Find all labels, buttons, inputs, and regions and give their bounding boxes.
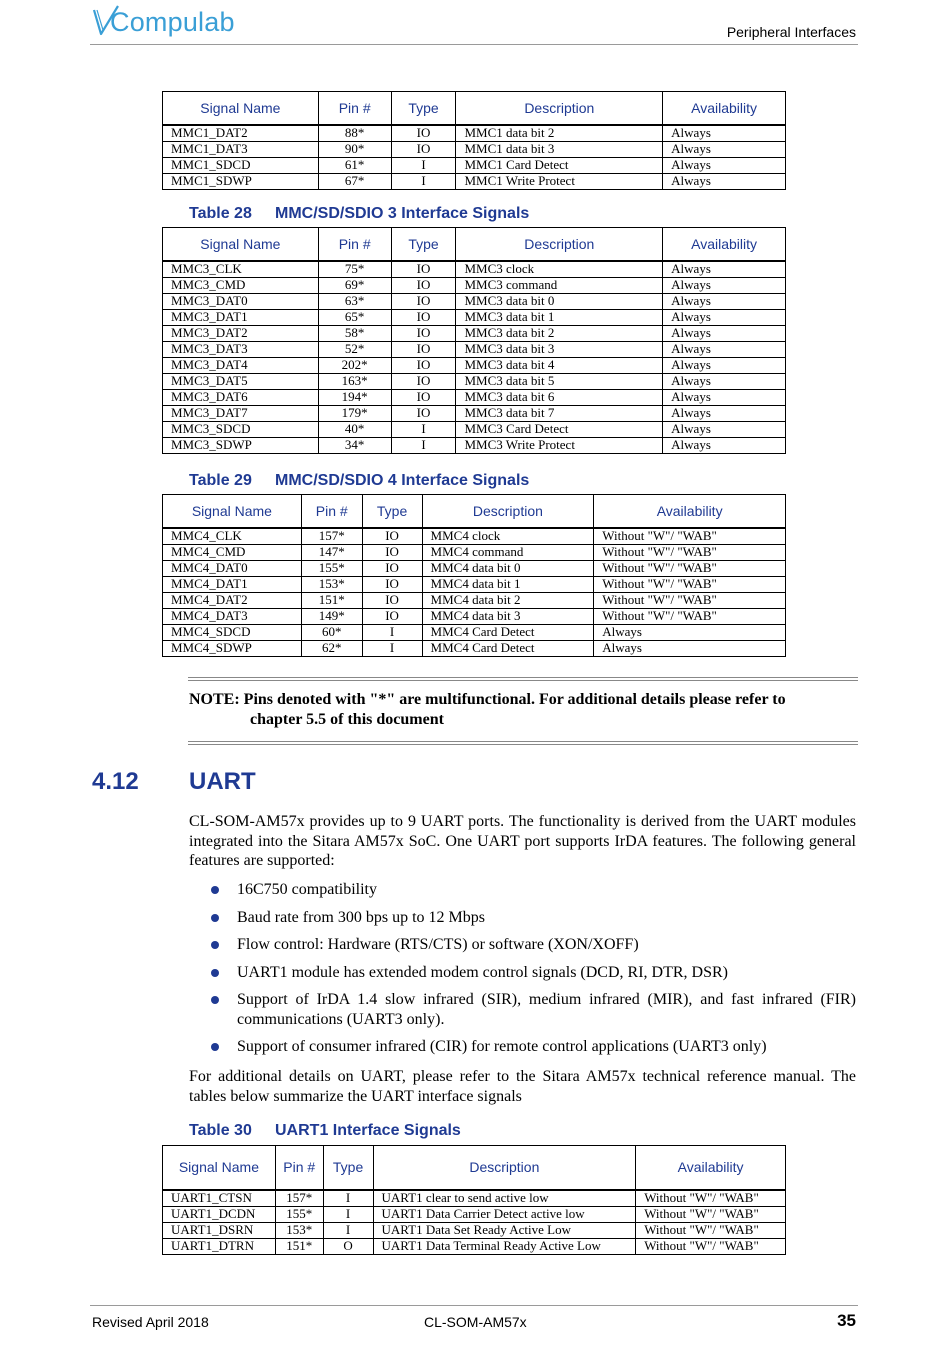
description-cell: UART1 Data Terminal Ready Active Low <box>373 1238 636 1254</box>
note-top-rule <box>188 677 858 678</box>
note-line-1: NOTE: Pins denoted with "*" are multifunctional. For additional details please refer to <box>189 691 786 708</box>
signal-name-cell: MMC3_DAT6 <box>163 389 319 405</box>
type-cell: IO <box>362 608 422 624</box>
type-cell: IO <box>391 357 456 373</box>
pin-cell: 61* <box>318 157 391 173</box>
table-row <box>163 261 786 278</box>
note-block <box>189 690 859 730</box>
table-row <box>163 1238 786 1254</box>
availability-cell: Always <box>663 293 786 309</box>
list-item <box>189 1037 856 1057</box>
description-cell: MMC3 data bit 7 <box>456 405 663 421</box>
type-cell: IO <box>391 341 456 357</box>
table-row <box>163 341 786 357</box>
type-cell: IO <box>391 309 456 325</box>
table-row <box>163 157 786 173</box>
signal-name-cell: MMC4_DAT3 <box>163 608 302 624</box>
table-row <box>163 560 786 576</box>
description-cell: UART1 Data Set Ready Active Low <box>373 1222 636 1238</box>
description-cell: MMC4 clock <box>422 528 594 545</box>
section-outro-paragraph: For additional details on UART, please refer to the Sitara AM57x technical reference manual. The tables below summarize the UART interface signals <box>189 1068 856 1105</box>
table-row <box>163 293 786 309</box>
type-cell: IO <box>391 293 456 309</box>
table-28-title: MMC/SD/SDIO 3 Interface Signals <box>275 205 530 222</box>
pin-cell: 58* <box>318 325 391 341</box>
description-cell: MMC3 data bit 2 <box>456 325 663 341</box>
availability-cell: Always <box>663 173 786 189</box>
description-cell: MMC3 data bit 4 <box>456 357 663 373</box>
signal-name-cell: MMC4_DAT2 <box>163 592 302 608</box>
description-cell: MMC3 data bit 5 <box>456 373 663 389</box>
note-bottom-rule <box>188 741 858 742</box>
header-section-name: Peripheral Interfaces <box>726 24 856 40</box>
table-30-caption <box>189 1122 461 1140</box>
availability-cell: Always <box>663 373 786 389</box>
availability-cell: Always <box>663 277 786 293</box>
type-cell: IO <box>391 125 456 142</box>
note-bottom-rule <box>188 744 858 745</box>
table-29-title: MMC/SD/SDIO 4 Interface Signals <box>275 472 530 489</box>
description-cell: MMC3 command <box>456 277 663 293</box>
bullet-icon <box>211 969 219 977</box>
type-cell: IO <box>362 592 422 608</box>
column-header: Description <box>456 228 663 261</box>
table-29-mmc4-signals <box>162 494 786 657</box>
availability-cell: Always <box>663 357 786 373</box>
availability-cell: Always <box>663 125 786 142</box>
list-item-text: 16C750 compatibility <box>237 881 377 898</box>
availability-cell: Always <box>663 157 786 173</box>
pin-cell: 34* <box>318 437 391 453</box>
page-header <box>90 0 858 45</box>
type-cell: I <box>323 1206 373 1222</box>
type-cell: IO <box>391 389 456 405</box>
availability-cell: Always <box>663 261 786 278</box>
signal-name-cell: MMC3_DAT7 <box>163 405 319 421</box>
footer-revision: Revised April 2018 <box>92 1314 209 1330</box>
signal-name-cell: MMC4_SDWP <box>163 640 302 656</box>
column-header: Pin # <box>318 228 391 261</box>
column-header: Description <box>422 495 594 528</box>
signal-name-cell: MMC1_SDCD <box>163 157 319 173</box>
bullet-icon <box>211 941 219 949</box>
list-item <box>189 935 856 955</box>
signal-name-cell: UART1_DCDN <box>163 1206 276 1222</box>
availability-cell: Always <box>594 640 786 656</box>
signal-name-cell: UART1_DSRN <box>163 1222 276 1238</box>
type-cell: I <box>323 1222 373 1238</box>
availability-cell: Without "W"/ "WAB" <box>636 1206 786 1222</box>
table-row <box>163 1190 786 1207</box>
pin-cell: 194* <box>318 389 391 405</box>
pin-cell: 157* <box>275 1190 323 1207</box>
pin-cell: 153* <box>275 1222 323 1238</box>
list-item-text: UART1 module has extended modem control signals (DCD, RI, DTR, DSR) <box>237 963 728 981</box>
type-cell: I <box>323 1190 373 1207</box>
column-header: Availability <box>636 1146 786 1190</box>
column-header: Availability <box>663 92 786 125</box>
type-cell: I <box>362 624 422 640</box>
table-row <box>163 576 786 592</box>
availability-cell: Without "W"/ "WAB" <box>636 1238 786 1254</box>
table-30-uart1-signals <box>162 1145 786 1255</box>
type-cell: IO <box>391 141 456 157</box>
table-29-caption <box>189 472 529 490</box>
pin-cell: 179* <box>318 405 391 421</box>
section-title: UART <box>189 768 256 795</box>
signal-name-cell: MMC3_DAT4 <box>163 357 319 373</box>
availability-cell: Always <box>594 624 786 640</box>
description-cell: MMC4 data bit 0 <box>422 560 594 576</box>
compulab-logo <box>94 4 235 40</box>
table-row <box>163 437 786 453</box>
type-cell: I <box>391 173 456 189</box>
table-row <box>163 608 786 624</box>
type-cell: IO <box>362 544 422 560</box>
note-line-2: chapter 5.5 of this document <box>250 711 444 728</box>
table-mmc1-signals <box>162 91 786 190</box>
logo-text: Compulab <box>110 7 235 37</box>
type-cell: I <box>391 421 456 437</box>
signal-name-cell: MMC3_DAT0 <box>163 293 319 309</box>
pin-cell: 62* <box>301 640 362 656</box>
type-cell: I <box>362 640 422 656</box>
bullet-icon <box>211 1043 219 1051</box>
table-28-mmc3-signals <box>162 227 786 454</box>
table-row <box>163 309 786 325</box>
table-row <box>163 1222 786 1238</box>
pin-cell: 153* <box>301 576 362 592</box>
column-header: Description <box>373 1146 636 1190</box>
signal-name-cell: MMC3_DAT5 <box>163 373 319 389</box>
availability-cell: Always <box>663 309 786 325</box>
type-cell: IO <box>362 576 422 592</box>
availability-cell: Always <box>663 341 786 357</box>
table-row <box>163 405 786 421</box>
availability-cell: Always <box>663 325 786 341</box>
column-header: Description <box>456 92 663 125</box>
type-cell: IO <box>391 325 456 341</box>
pin-cell: 67* <box>318 173 391 189</box>
signal-name-cell: MMC1_DAT3 <box>163 141 319 157</box>
availability-cell: Always <box>663 421 786 437</box>
pin-cell: 151* <box>275 1238 323 1254</box>
list-item <box>189 908 856 928</box>
type-cell: IO <box>362 528 422 545</box>
availability-cell: Without "W"/ "WAB" <box>636 1222 786 1238</box>
table-row <box>163 325 786 341</box>
section-number: 4.12 <box>92 768 139 795</box>
table-29-number: Table 29 <box>189 472 252 489</box>
column-header: Type <box>391 92 456 125</box>
column-header: Pin # <box>275 1146 323 1190</box>
pin-cell: 90* <box>318 141 391 157</box>
table-30-title: UART1 Interface Signals <box>275 1122 461 1139</box>
table-28-caption <box>189 205 529 223</box>
bullet-icon <box>211 996 219 1004</box>
table-row <box>163 173 786 189</box>
pin-cell: 149* <box>301 608 362 624</box>
column-header: Pin # <box>318 92 391 125</box>
column-header: Availability <box>663 228 786 261</box>
pin-cell: 40* <box>318 421 391 437</box>
column-header: Signal Name <box>163 495 302 528</box>
signal-name-cell: UART1_DTRN <box>163 1238 276 1254</box>
table-row <box>163 421 786 437</box>
description-cell: MMC1 data bit 3 <box>456 141 663 157</box>
pin-cell: 60* <box>301 624 362 640</box>
column-header: Signal Name <box>163 92 319 125</box>
table-row <box>163 592 786 608</box>
feature-list <box>189 880 856 1065</box>
table-28-number: Table 28 <box>189 205 252 222</box>
pin-cell: 157* <box>301 528 362 545</box>
description-cell: MMC4 data bit 3 <box>422 608 594 624</box>
description-cell: MMC1 Write Protect <box>456 173 663 189</box>
column-header: Type <box>391 228 456 261</box>
description-cell: MMC3 clock <box>456 261 663 278</box>
note-top-rule <box>188 680 858 681</box>
signal-name-cell: MMC4_SDCD <box>163 624 302 640</box>
availability-cell: Without "W"/ "WAB" <box>594 528 786 545</box>
signal-name-cell: MMC3_CLK <box>163 261 319 278</box>
pin-cell: 88* <box>318 125 391 142</box>
pin-cell: 151* <box>301 592 362 608</box>
availability-cell: Always <box>663 405 786 421</box>
pin-cell: 63* <box>318 293 391 309</box>
type-cell: IO <box>391 373 456 389</box>
availability-cell: Without "W"/ "WAB" <box>594 544 786 560</box>
description-cell: MMC4 data bit 2 <box>422 592 594 608</box>
availability-cell: Without "W"/ "WAB" <box>594 608 786 624</box>
description-cell: MMC3 data bit 6 <box>456 389 663 405</box>
column-header: Availability <box>594 495 786 528</box>
signal-name-cell: MMC4_CMD <box>163 544 302 560</box>
signal-name-cell: MMC3_CMD <box>163 277 319 293</box>
pin-cell: 163* <box>318 373 391 389</box>
availability-cell: Without "W"/ "WAB" <box>594 576 786 592</box>
description-cell: UART1 Data Carrier Detect active low <box>373 1206 636 1222</box>
signal-name-cell: MMC3_DAT2 <box>163 325 319 341</box>
table-row <box>163 277 786 293</box>
signal-name-cell: MMC4_DAT1 <box>163 576 302 592</box>
list-item <box>189 990 856 1029</box>
pin-cell: 65* <box>318 309 391 325</box>
list-item-text: Support of IrDA 1.4 slow infrared (SIR), medium infrared (MIR), and fast infrared (FIR) communications (UART3 only). <box>237 991 856 1028</box>
column-header: Type <box>323 1146 373 1190</box>
availability-cell: Without "W"/ "WAB" <box>594 592 786 608</box>
signal-name-cell: MMC3_DAT1 <box>163 309 319 325</box>
availability-cell: Always <box>663 389 786 405</box>
type-cell: I <box>391 157 456 173</box>
table-row <box>163 544 786 560</box>
section-intro-paragraph: CL-SOM-AM57x provides up to 9 UART ports. The functionality is derived from the UART modules integrated into the Sitara AM57x SoC. One UART port supports IrDA features. The following general features are supported: <box>189 813 856 869</box>
availability-cell: Always <box>663 141 786 157</box>
description-cell: MMC3 data bit 0 <box>456 293 663 309</box>
list-item-text: Support of consumer infrared (CIR) for remote control applications (UART3 only) <box>237 1038 767 1055</box>
logo-check-icon <box>92 4 122 38</box>
description-cell: MMC3 data bit 3 <box>456 341 663 357</box>
column-header: Pin # <box>301 495 362 528</box>
signal-name-cell: MMC3_SDCD <box>163 421 319 437</box>
column-header: Type <box>362 495 422 528</box>
list-item <box>189 963 856 983</box>
signal-name-cell: MMC1_DAT2 <box>163 125 319 142</box>
pin-cell: 155* <box>301 560 362 576</box>
signal-name-cell: UART1_CTSN <box>163 1190 276 1207</box>
pin-cell: 147* <box>301 544 362 560</box>
availability-cell: Without "W"/ "WAB" <box>636 1190 786 1207</box>
type-cell: IO <box>391 261 456 278</box>
table-row <box>163 141 786 157</box>
table-row <box>163 389 786 405</box>
description-cell: MMC1 Card Detect <box>456 157 663 173</box>
table-row <box>163 624 786 640</box>
pin-cell: 75* <box>318 261 391 278</box>
type-cell: IO <box>391 405 456 421</box>
signal-name-cell: MMC3_SDWP <box>163 437 319 453</box>
column-header: Signal Name <box>163 228 319 261</box>
table-row <box>163 640 786 656</box>
signal-name-cell: MMC1_SDWP <box>163 173 319 189</box>
pin-cell: 155* <box>275 1206 323 1222</box>
page-footer <box>90 1305 858 1330</box>
signal-name-cell: MMC4_CLK <box>163 528 302 545</box>
description-cell: MMC3 data bit 1 <box>456 309 663 325</box>
column-header: Signal Name <box>163 1146 276 1190</box>
list-item-text: Flow control: Hardware (RTS/CTS) or software (XON/XOFF) <box>237 936 639 953</box>
availability-cell: Without "W"/ "WAB" <box>594 560 786 576</box>
bullet-icon <box>211 886 219 894</box>
table-row <box>163 357 786 373</box>
table-row <box>163 125 786 142</box>
footer-product: CL-SOM-AM57x <box>424 1314 527 1330</box>
signal-name-cell: MMC3_DAT3 <box>163 341 319 357</box>
list-item <box>189 880 856 900</box>
table-row <box>163 528 786 545</box>
description-cell: MMC1 data bit 2 <box>456 125 663 142</box>
description-cell: MMC3 Card Detect <box>456 421 663 437</box>
pin-cell: 69* <box>318 277 391 293</box>
table-row <box>163 1206 786 1222</box>
type-cell: O <box>323 1238 373 1254</box>
description-cell: MMC4 Card Detect <box>422 624 594 640</box>
table-30-number: Table 30 <box>189 1122 252 1139</box>
bullet-icon <box>211 914 219 922</box>
signal-name-cell: MMC4_DAT0 <box>163 560 302 576</box>
type-cell: IO <box>391 277 456 293</box>
type-cell: IO <box>362 560 422 576</box>
page-number: 35 <box>837 1311 856 1330</box>
table-row <box>163 373 786 389</box>
type-cell: I <box>391 437 456 453</box>
pin-cell: 202* <box>318 357 391 373</box>
description-cell: MMC4 data bit 1 <box>422 576 594 592</box>
description-cell: MMC4 command <box>422 544 594 560</box>
description-cell: MMC3 Write Protect <box>456 437 663 453</box>
pin-cell: 52* <box>318 341 391 357</box>
description-cell: UART1 clear to send active low <box>373 1190 636 1207</box>
description-cell: MMC4 Card Detect <box>422 640 594 656</box>
list-item-text: Baud rate from 300 bps up to 12 Mbps <box>237 908 485 926</box>
availability-cell: Always <box>663 437 786 453</box>
